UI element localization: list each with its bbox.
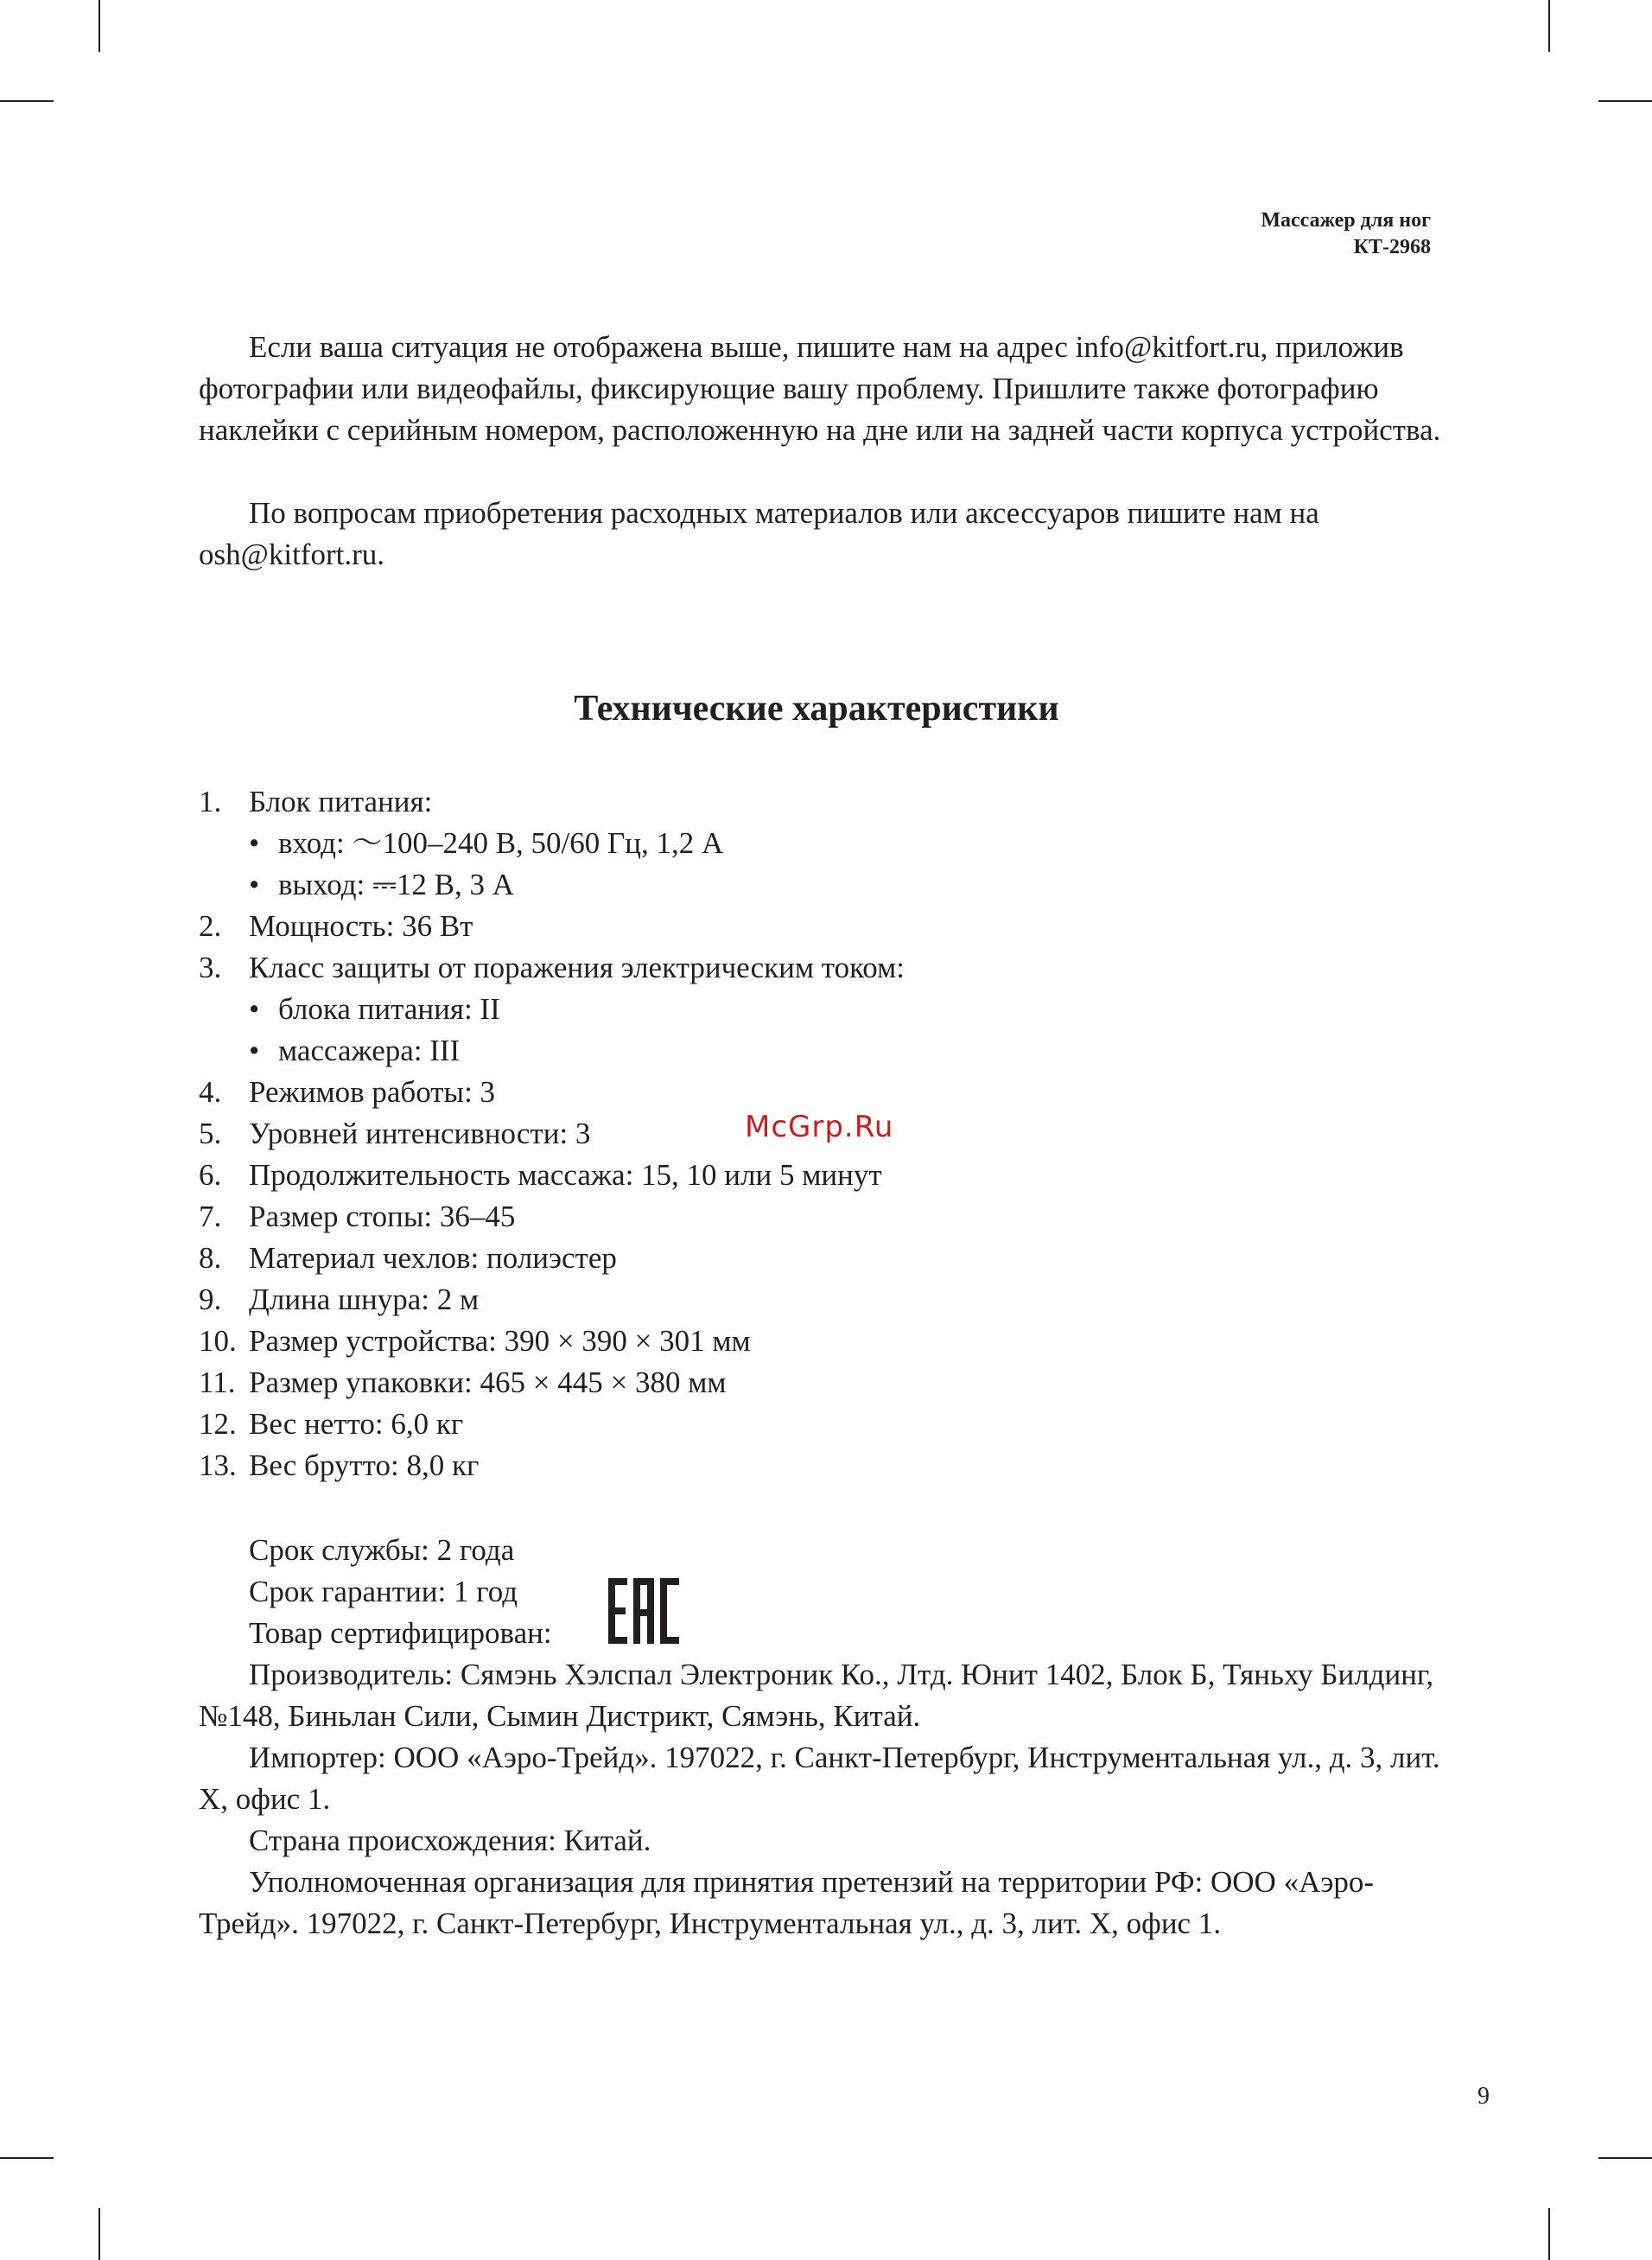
spec-text: Размер стопы: 36–45: [249, 1200, 516, 1233]
spec-number: 11.: [199, 1366, 236, 1399]
spec-number: 6.: [199, 1158, 222, 1192]
spec-text: Блок питания:: [249, 785, 433, 818]
crop-mark-bottom-right: [1548, 2208, 1550, 2260]
header-model: КТ-2968: [1353, 236, 1431, 258]
spec-subitem-text: вход: 〜100–240 В, 50/60 Гц, 1,2 А: [278, 826, 724, 860]
eac-certification-icon: [608, 1578, 679, 1644]
page-number: 9: [1477, 2083, 1490, 2110]
spec-number: 4.: [199, 1075, 222, 1109]
certified-label: Товар сертифицирован:: [249, 1616, 552, 1650]
spec-item: [199, 1321, 1443, 1362]
spec-subitem-prefix: выход:: [278, 868, 372, 901]
spec-item: [199, 1196, 1443, 1238]
bullet-icon: •: [249, 1034, 260, 1067]
spec-item: [199, 1362, 1443, 1404]
spec-number: 1.: [199, 785, 222, 818]
crop-mark-left-bottom: [0, 2157, 54, 2159]
spec-subitem-text: массажера: III: [278, 1034, 461, 1067]
spec-item: [199, 1404, 1443, 1445]
spec-text: Мощность: 36 Вт: [249, 909, 473, 943]
crop-mark-right-top: [1598, 100, 1652, 102]
crop-mark-right-bottom: [1598, 2157, 1652, 2159]
spec-item: [199, 906, 1443, 947]
service-life: Срок службы: 2 года: [249, 1533, 515, 1567]
importer: Импортер: ООО «Аэро-Трейд». 197022, г. Санкт-Петербург, Инструментальная ул., д. 3, лит. Х, офис 1.: [199, 1741, 1440, 1816]
warranty: Срок гарантии: 1 год: [249, 1575, 518, 1608]
crop-mark-left-top: [0, 100, 54, 102]
spec-number: 3.: [199, 951, 222, 984]
spec-text: Длина шнура: 2 м: [249, 1283, 480, 1316]
crop-mark-bottom-left: [98, 2208, 100, 2260]
spec-subitem: [199, 989, 1443, 1030]
spec-text: Размер упаковки: 465 × 445 × 380 мм: [249, 1366, 727, 1399]
running-header: [1261, 207, 1431, 261]
spec-number: 8.: [199, 1241, 222, 1275]
spec-text: Материал чехлов: полиэстер: [249, 1241, 617, 1275]
bullet-icon: •: [249, 868, 260, 901]
spec-item: [199, 1445, 1443, 1487]
spec-item: [199, 1279, 1443, 1321]
spec-text: Режимов работы: 3: [249, 1075, 496, 1109]
watermark: McGrp.Ru: [745, 1110, 894, 1144]
spec-item: [199, 1155, 1443, 1196]
spec-text: Вес брутто: 8,0 кг: [249, 1448, 480, 1482]
spec-subitem: [199, 823, 1443, 864]
spec-number: 2.: [199, 909, 222, 943]
spec-text: Размер устройства: 390 × 390 × 301 мм: [249, 1324, 751, 1358]
country-of-origin: Страна происхождения: Китай.: [249, 1824, 651, 1857]
section-title: Технические характеристики: [574, 689, 1059, 729]
spec-item: [199, 1238, 1443, 1279]
crop-mark-top-right: [1548, 0, 1550, 52]
bullet-icon: •: [249, 992, 260, 1026]
spec-subitem: [199, 864, 1443, 906]
spec-item: [199, 947, 1443, 989]
header-product: Массажер для ног: [1261, 209, 1431, 232]
spec-number: 7.: [199, 1200, 222, 1233]
spec-number: 12.: [199, 1407, 237, 1441]
spec-subitem: [199, 1030, 1443, 1072]
spec-item: [199, 1072, 1443, 1113]
authorized-organization: Уполномоченная организация для принятия претензий на территории РФ: ООО «Аэро-Трейд». 197022, г. Санкт-Петербург, Инструментальная ул., д. 3, лит. Х, офис 1.: [199, 1865, 1375, 1940]
spec-subitem-text: блока питания: II: [278, 992, 500, 1026]
intro-paragraph-contact: Если ваша ситуация не отображена выше, пишите нам на адрес info@kitfort.ru, приложив фотографии или видеофайлы, фиксирующие вашу проблему. Пришлите также фотографию наклейки с серийным номером, расположенную на дне или на задней части корпуса устройства.: [199, 330, 1441, 447]
spec-number: 13.: [199, 1448, 237, 1482]
spec-text: Уровней интенсивности: 3: [249, 1117, 591, 1150]
spec-number: 9.: [199, 1283, 222, 1316]
spec-subitem-value: 12 В, 3 А: [396, 868, 515, 901]
crop-mark-top-left: [98, 0, 100, 52]
spec-number: 5.: [199, 1117, 222, 1150]
info-block: [199, 1530, 1443, 1945]
spec-text: Класс защиты от поражения электрическим током:: [249, 951, 905, 984]
manufacturer: Производитель: Сямэнь Хэлспал Электроник Ко., Лтд. Юнит 1402, Блок Б, Тяньху Билдинг, №148, Биньлан Сили, Сымин Дистрикт, Сямэнь, Китай.: [199, 1658, 1434, 1733]
spec-item: [199, 781, 1443, 823]
intro-paragraph-accessories: По вопросам приобретения расходных материалов или аксессуаров пишите нам на osh@kitfort.ru.: [199, 496, 1319, 571]
spec-text: Вес нетто: 6,0 кг: [249, 1407, 464, 1441]
spec-number: 10.: [199, 1324, 237, 1358]
bullet-icon: •: [249, 826, 260, 860]
spec-text: Продолжительность массажа: 15, 10 или 5 минут: [249, 1158, 882, 1192]
dc-symbol-icon: ⎓: [372, 868, 397, 901]
